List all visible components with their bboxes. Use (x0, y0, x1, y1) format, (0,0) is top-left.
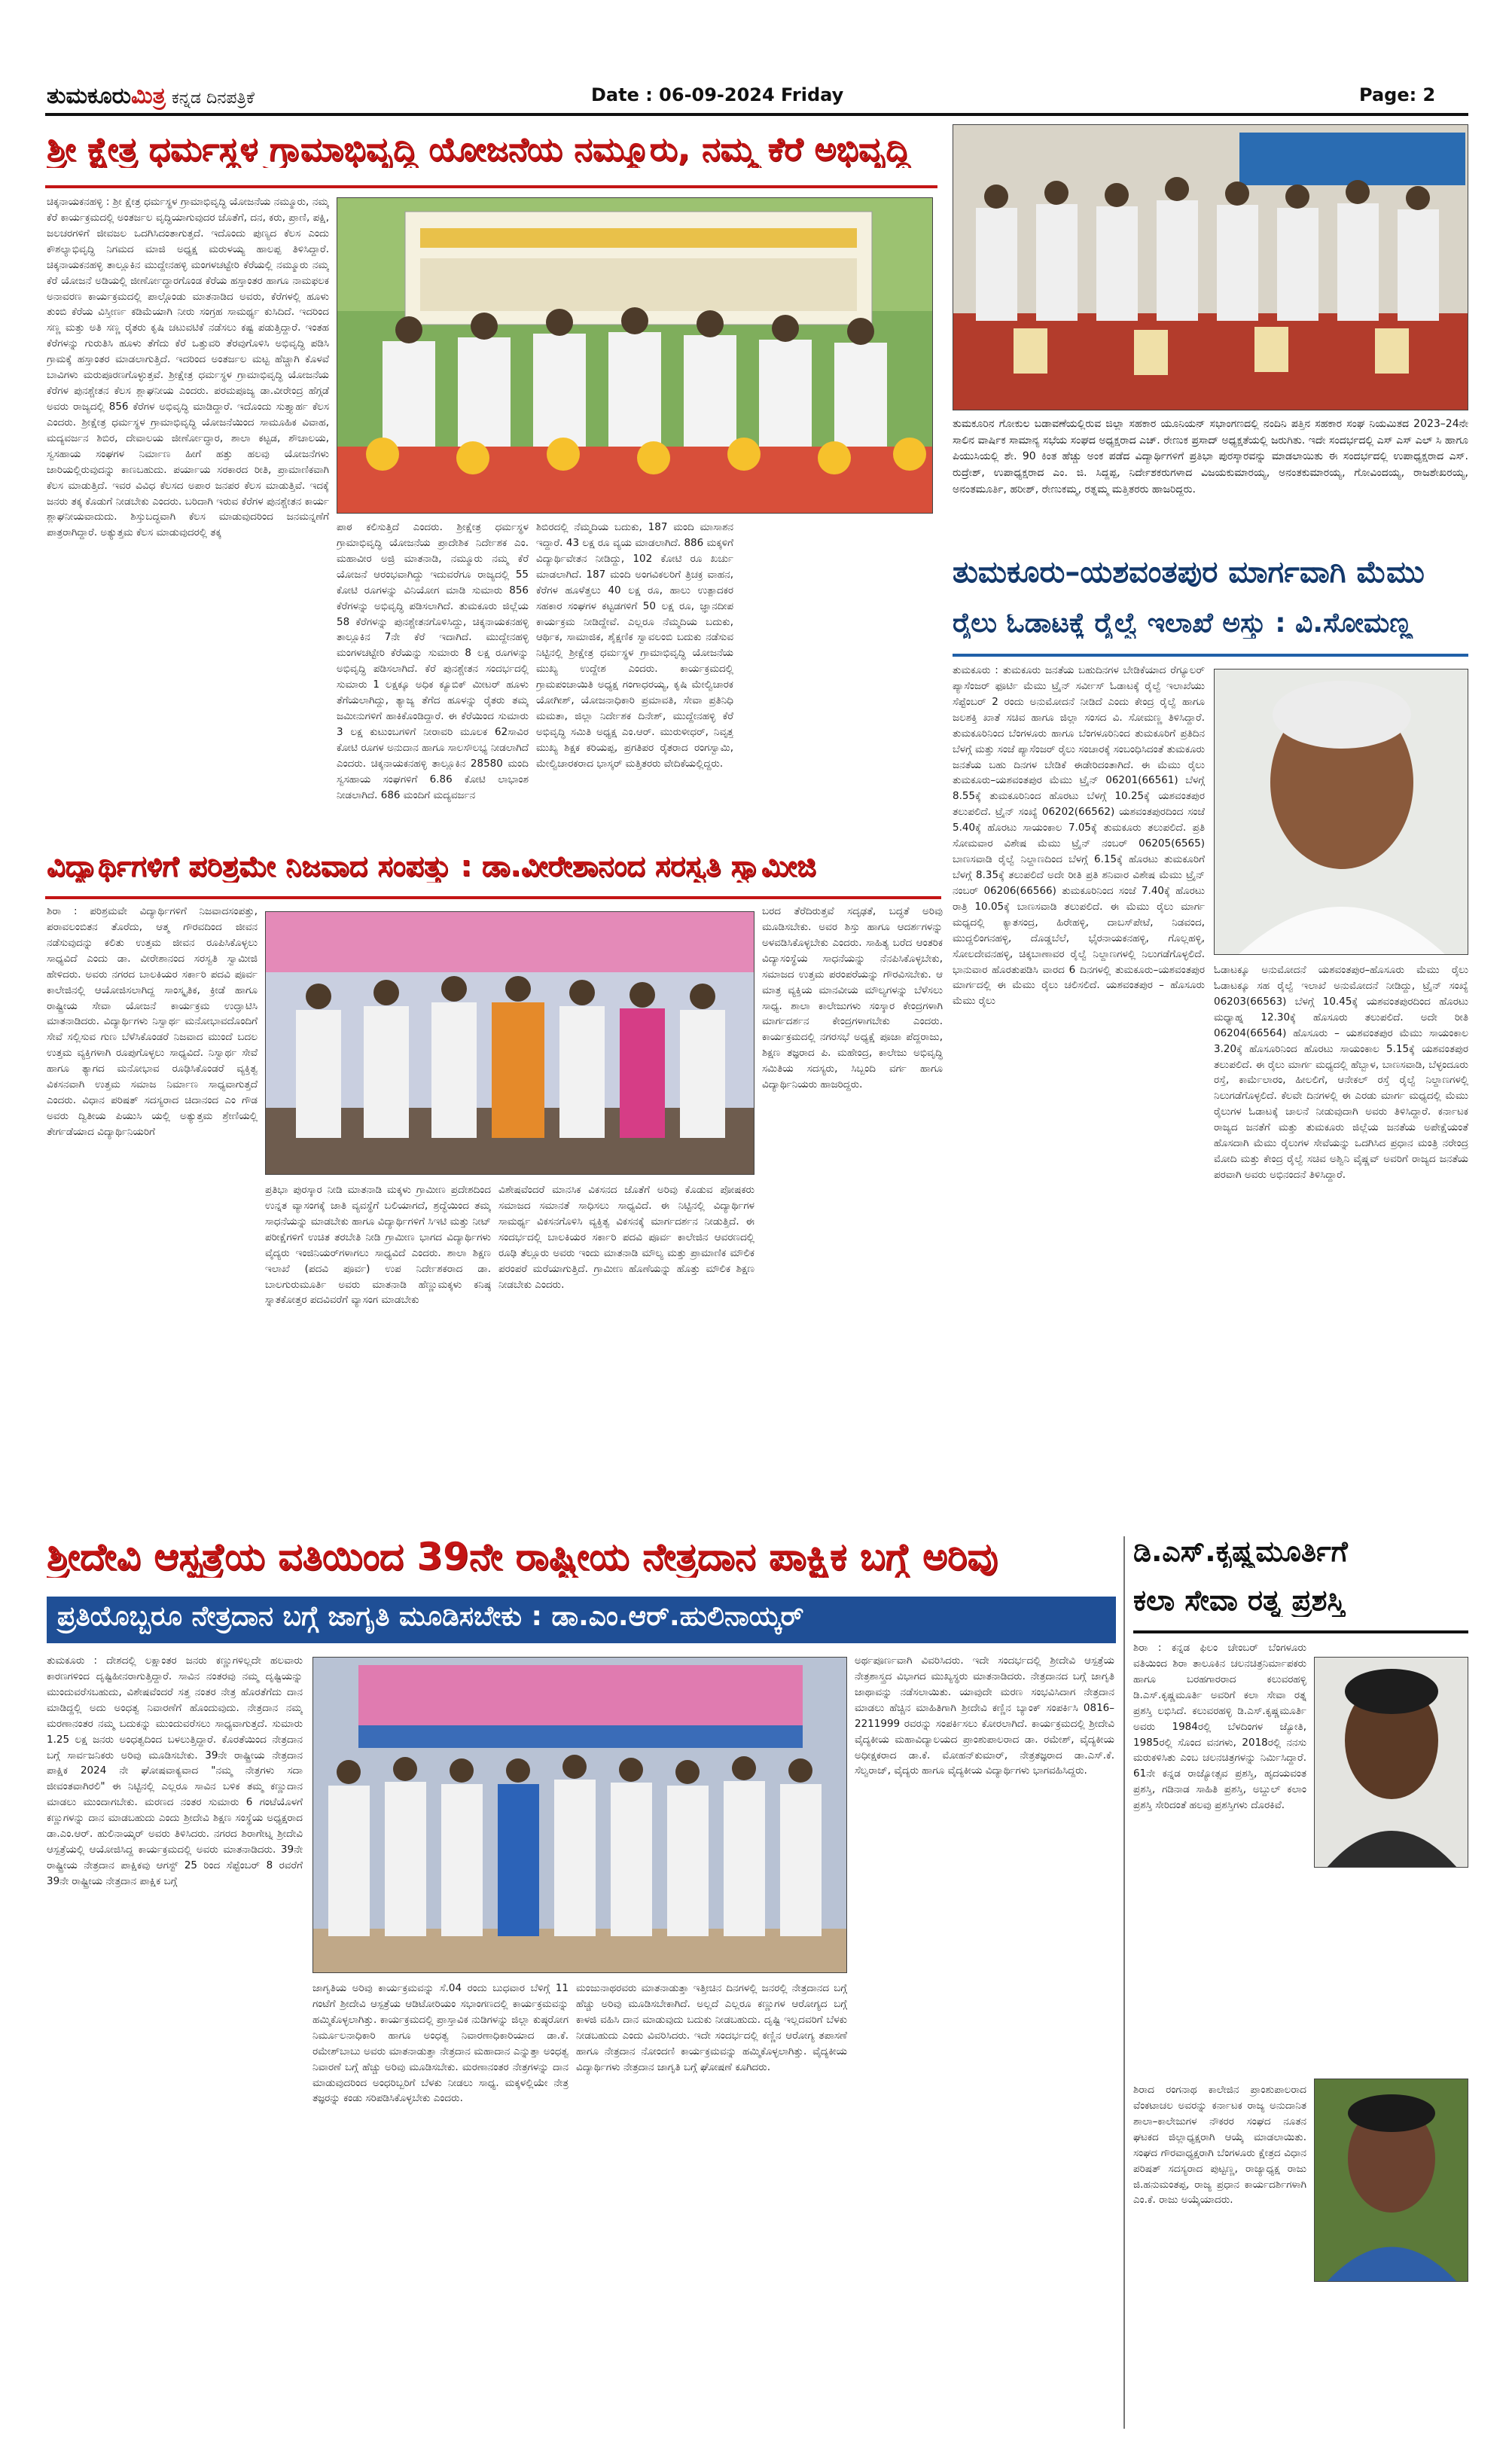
a3-underline (953, 654, 1468, 657)
masthead (47, 83, 255, 109)
a1-col2: ಪಾಠ ಕಲಿಸುತ್ತಿದೆ ಎಂದರು. ಶ್ರೀಕ್ಷೇತ್ರ ಧರ್ಮಸ್ಥಳ ಗ್ರಾಮಾಭಿವೃದ್ಧಿ ಯೋಜನೆಯ ಪ್ರಾದೇಶಿಕ ನಿರ್ದೇಶಕ ಎಂ. ಮಹಾವೀರ ಅಜ್ರಿ ಮಾತನಾಡಿ, ನಮ್ಮೂರು ನಮ್ಮ ಕೆರೆ ಯೋಜನೆ ಆರಂಭವಾಗಿದ್ದು ಇದುವರೆಗೂ ರಾಜ್ಯದಲ್ಲಿ 55 ಕೋಟಿ ರೂಗಳನ್ನು ವಿನಿಯೋಗ ಮಾಡಿ ಸುಮಾರು 856 ಕೆರೆಗಳನ್ನು ಅಭಿವೃದ್ಧಿ ಪಡಿಸಲಾಗಿದೆ. ತುಮಕೂರು ಜಿಲ್ಲೆಯ 58 ಕೆರೆಗಳನ್ನು ಪುನಶ್ಚೇತನಗೊಳಿಸಿದ್ದು, ಚಿಕ್ಕನಾಯಕನಹಳ್ಳಿ ತಾಲ್ಲೂಕಿನ 7ನೇ ಕೆರೆ ಇದಾಗಿದೆ. ಮುದ್ದೇನಹಳ್ಳಿ ಮಂಗಳಚಟ್ಟೇರಿ ಕೆರೆಯನ್ನು ಸುಮಾರು 8 ಲಕ್ಷ ರೂಗಳನ್ನು ಅಭಿವೃದ್ಧಿ ಪಡಿಸಲಾಗಿದೆ. ಕೆರೆ ಪುನಶ್ಚೇತನ ಸಂದರ್ಭದಲ್ಲಿ ಸುಮಾರು 1 ಲಕ್ಷಕ್ಕೂ ಅಧಿಕ ಕ್ಯೂಬಿಕ್ ಮೀಟರ್ ಹೂಳು ತೆಗೆಯಲಾಗಿದ್ದು, ತ್ಯಾಜ್ಯ ತೆಗೆದ ಹೂಳನ್ನು ರೈತರು ತಮ್ಮ ಜಮೀನುಗಳಿಗೆ ಹಾಕಿಕೊಂಡಿದ್ದಾರೆ. ಈ ಕೆರೆಯಿಂದ ಸುಮಾರು 3 ಲಕ್ಷ ಕುಟುಂಬಗಳಿಗೆ ನೀರಾವರಿ ಮೂಲಕ 62ಸಾವಿರ ಕೋಟಿ ರೂಗಳ ಅನುದಾನ ಹಾಗೂ ಸಾಲಸೌಲಭ್ಯ ನೀಡಲಾಗಿದೆ ಎಂದರು. ಚಿಕ್ಕನಾಯಕನಹಳ್ಳಿ ತಾಲ್ಲೂಕಿನ 28580 ಮಂದಿ ಸ್ವಸಹಾಯ ಸಂಘಗಳಿಗೆ 6.86 ಕೋಟಿ ಲಾಭಾಂಶ ನೀಡಲಾಗಿದೆ. 686 ಮಂದಿಗೆ ಮದ್ಯವರ್ಜನ (337, 521, 529, 801)
a5-col3: ಮಂಜುನಾಥರವರು ಮಾತನಾಡುತ್ತಾ ಇತ್ತೀಚಿನ ದಿನಗಳಲ್ಲಿ ಜನರಲ್ಲಿ ನೇತ್ರದಾನದ ಬಗ್ಗೆ ಹೆಚ್ಚು ಅರಿವು ಮೂಡಿಸಬೇಕಾಗಿದೆ. ಅಲ್ಲದೆ ಎಲ್ಲರೂ ಕಣ್ಣುಗಳ ಆರೋಗ್ಯದ ಬಗ್ಗೆ ಕಾಳಜಿ ವಹಿಸಿ ದಾನ ಮಾಡುವುದು ಬದುಕು ನೀಡಬಹುದು. ದೃಷ್ಟಿ ಇಲ್ಲದವರಿಗೆ ಬೆಳಕು ನೀಡಬಹುದು ಎಂದು ವಿವರಿಸಿದರು. ಇದೇ ಸಂದರ್ಭದಲ್ಲಿ ಕಣ್ಣಿನ ಆರೋಗ್ಯ ತಪಾಸಣೆ ಹಾಗೂ ನೇತ್ರದಾನ ನೋಂದಣಿ ಕಾರ್ಯಕ್ರಮವನ್ನು ಹಮ್ಮಿಕೊಳ್ಳಲಾಗಿತ್ತು. ವೈದ್ಯಕೀಯ ವಿದ್ಯಾರ್ಥಿಗಳು ನೇತ್ರದಾನ ಜಾಗೃತಿ ಬಗ್ಗೆ ಘೋಷಣೆ ಕೂಗಿದರು. (576, 1982, 847, 2073)
portrait-photo-icon (1315, 1658, 1468, 1868)
a6-col1: ಶಿರಾ : ಕನ್ನಡ ಫಿಲಂ ಚೇಂಬರ್ ಬೆಂಗಳೂರು ವತಿಯಿಂದ ಶಿರಾ ತಾಲೂಕಿನ ಚಲನಚಿತ್ರನಿರ್ಮಾಪಕರು ಹಾಗೂ ಬರಹಗಾರರಾದ ಕಲುವರಹಳ್ಳಿ ಡಿ.ಎಸ್.ಕೃಷ್ಣಮೂರ್ತಿ ಅವರಿಗೆ ಕಲಾ ಸೇವಾ ರತ್ನ ಪ್ರಶಸ್ತಿ ಲಭಿಸಿದೆ. ಕಲುವರಹಳ್ಳಿ ಡಿ.ಎಸ್.ಕೃಷ್ಣಮೂರ್ತಿ ಅವರು 1984ರಲ್ಲಿ ಬೆಳದಿಂಗಳ ಜ್ಯೋತಿ, 1985ರಲ್ಲಿ ಸೊಂದ ವನಗಳು, 2018ರಲ್ಲಿ ನನಸು ಮರುಕಳಿಸಿತು ಎಂಬ ಚಲನಚಿತ್ರಗಳನ್ನು ನಿರ್ಮಿಸಿದ್ದಾರೆ. 61ನೇ ಕನ್ನಡ ರಾಜ್ಯೋತ್ಸವ ಪ್ರಶಸ್ತಿ, ಹೃದಯವಂತ ಪ್ರಶಸ್ತಿ, ಗಡಿನಾಡ ಸಾಹಿತಿ ಪ್ರಶಸ್ತಿ, ಅಬ್ದುಲ್ ಕಲಾಂ ಪ್ರಶಸ್ತಿ ಸೇರಿದಂತೆ ಹಲವು ಪ್ರಶಸ್ತಿಗಳು ದೊರಕಿವೆ. (1133, 1642, 1306, 1812)
a3-headline-line1: ತುಮಕೂರು–ಯಶವಂತಪುರ ಮಾರ್ಗವಾಗಿ ಮೆಮು (953, 556, 1425, 589)
a4-col1: ಶಿರಾ : ಪರಿಶ್ರಮವೇ ವಿದ್ಯಾರ್ಥಿಗಳಿಗೆ ನಿಜವಾದಸಂಪತ್ತು, ಪರಾವಲಂಬಿತನ ತೊರೆದು, ಆತ್ಮ ಗೌರವದಿಂದ ಜೀವನ ನಡೆಸುವುದನ್ನು ಕಲಿತು ಉತ್ತಮ ಜೀವನ ರೂಪಿಸಿಕೊಳ್ಳಲು ಸಾಧ್ಯವಿದೆ ಎಂದು ಡಾ. ವೀರೇಶಾನಂದ ಸರಸ್ವತಿ ಸ್ವಾಮೀಜಿ ಹೇಳಿದರು. ಅವರು ನಗರದ ಬಾಲಕಿಯರ ಸರ್ಕಾರಿ ಪದವಿ ಪೂರ್ವ ಕಾಲೇಜಿನಲ್ಲಿ ಆಯೋಜಿಸಲಾಗಿದ್ದ ಸಾಂಸ್ಕೃತಿಕ, ಕ್ರೀಡೆ ಹಾಗೂ ರಾಷ್ಟ್ರೀಯ ಸೇವಾ ಯೋಜನೆ ಕಾರ್ಯಕ್ರಮ ಉದ್ಘಾಟಿಸಿ ಮಾತನಾಡಿದರು. ವಿದ್ಯಾರ್ಥಿಗಳು ನಿಸ್ವಾರ್ಥ ಮನೋಭಾವದೊಂದಿಗೆ ಸೇವೆ ಸಲ್ಲಿಸುವ ಗುಣ ಬೆಳೆಸಿಕೊಂಡರೆ ನಿಜವಾದ ಮುಂದೆ ಬದಲ ಉತ್ತಮ ವ್ಯಕ್ತಿಗಳಾಗಿ ರೂಪುಗೊಳ್ಳಲು ಸಾಧ್ಯವಿದೆ. ನಿಸ್ವಾರ್ಥ ಸೇವೆ ಹಾಗೂ ತ್ಯಾಗದ ಮನೋಭಾವ ರೂಢಿಸಿಕೊಂಡರೆ ವ್ಯಕ್ತಿತ್ವ ವಿಕಸನವಾಗಿ ಉತ್ತಮ ಸಮಾಜ ನಿರ್ಮಾಣ ಸಾಧ್ಯವಾಗುತ್ತದೆ ಎಂದರು. ವಿಧಾನ ಪರಿಷತ್ ಸದಸ್ಯರಾದ ಚಿದಾನಂದ ಎಂ ಗೌಡ ಅವರು ದ್ವಿತೀಯ ಪಿಯುಸಿ ಯಲ್ಲಿ ಅತ್ಯುತ್ತಮ ಶ್ರೇಣಿಯಲ್ಲಿ ತೇರ್ಗಡೆಯಾದ ವಿದ್ಯಾರ್ಥಿನಿಯರಿಗೆ (47, 905, 258, 1138)
a2-photo (953, 124, 1468, 410)
a1-photo (337, 197, 933, 514)
issue-date: Date : 06-09-2024 Friday (591, 84, 844, 105)
page-number: Page: 2 (1359, 84, 1436, 105)
a4-col2: ಪ್ರತಿಭಾ ಪುರಸ್ಕಾರ ನೀಡಿ ಮಾತನಾಡಿ ಮಕ್ಕಳು ಗ್ರಾಮೀಣ ಪ್ರದೇಶದಿಂದ ಉನ್ನತ ವ್ಯಾಸಂಗಕ್ಕೆ ಜಾತಿ ವ್ಯವಸ್ಥೆಗೆ ಬಲಿಯಾಗದೆ, ಶ್ರದ್ಧೆಯಿಂದ ತಮ್ಮ ಸಾಧನೆಯನ್ನು ಮಾಡಬೇಕು ಹಾಗೂ ವಿದ್ಯಾರ್ಥಿಗಳಿಗೆ ಸಿಇಟಿ ಮತ್ತು ನೀಟ್ ಪರೀಕ್ಷೆಗಳಿಗೆ ಉಚಿತ ತರಬೇತಿ ನೀಡಿ ಗ್ರಾಮೀಣ ಭಾಗದ ವಿದ್ಯಾರ್ಥಿಗಳು ವೈದ್ಯರು ಇಂಜಿನಿಯರ್‌ಗಳಾಗಲು ಸಾಧ್ಯವಿದೆ ಎಂದರು. ಶಾಲಾ ಶಿಕ್ಷಣ ಇಲಾಖೆ (ಪದವಿ ಪೂರ್ವ) ಉಪ ನಿರ್ದೇಶಕರಾದ ಡಾ. ಬಾಲಗುರುಮೂರ್ತಿ ಅವರು ಮಾತನಾಡಿ ಹೆಣ್ಣುಮಕ್ಕಳು ಕನಿಷ್ಠ ಸ್ನಾತಕೋತ್ತರ ಪದವಿವರೆಗೆ ವ್ಯಾಸಂಗ ಮಾಡಬೇಕು (265, 1184, 491, 1307)
brand-right: ಮಿತ್ರ (131, 83, 166, 109)
brand-left: ತುಮಕೂರು (47, 83, 132, 109)
a5-photo (312, 1657, 847, 1973)
a1-headline: ಶ್ರೀ ಕ್ಷೇತ್ರ ಧರ್ಮಸ್ಥಳ ಗ್ರಾಮಾಭಿವೃದ್ಧಿ ಯೋಜನೆಯ ನಮ್ಮೂರು, ನಮ್ಮ ಕೆರೆ ಅಭಿವೃದ್ಧಿ (47, 132, 910, 169)
a6-headline-line2: ಕಲಾ ಸೇವಾ ರತ್ನ ಪ್ರಶಸ್ತಿ (1133, 1585, 1345, 1617)
a5-col1: ತುಮಕೂರು : ದೇಶದಲ್ಲಿ ಲಕ್ಷಾಂತರ ಜನರು ಕಣ್ಣುಗಳಿಲ್ಲದೇ ಹಲವಾರು ಕಾರಣಗಳಿಂದ ದೃಷ್ಟಿಹೀನರಾಗುತ್ತಿದ್ದಾರೆ. ಸಾವಿನ ನಂತರವು ನಮ್ಮ ದೃಷ್ಟಿಯನ್ನು ಮುಂದುವರೆಸಬಹುದು, ವಿಶೇಷವೆಂದರೆ ಸತ್ತ ನಂತರ ನೇತ್ರ ಹೊರತೆಗೆದು ದಾನ ಮಾಡಿದ್ದಲ್ಲಿ ಅದು ಅಂಧತ್ವ ನಿವಾರಣೆಗೆ ಹೊಂದುವುದು. ನೇತ್ರದಾನ ನಮ್ಮ ಮರಣಾನಂತರ ನಮ್ಮ ಬದುಕನ್ನು ಮುಂದುವರೆಸಲು ಸಾಧ್ಯವಾಗುತ್ತದೆ. ಸುಮಾರು 1.25 ಲಕ್ಷ ಜನರು ಅಂಧತ್ವದಿಂದ ಬಳಲುತ್ತಿದ್ದಾರೆ. ಕೊರತೆಯಿಂದ ನೇತ್ರದಾನ ಬಗ್ಗೆ ಸಾರ್ವಜನಿಕರು ಅರಿವು ಮೂಡಿಸಬೇಕು. 39ನೇ ರಾಷ್ಟ್ರೀಯ ನೇತ್ರದಾನ ಪಾಕ್ಷಿಕ 2024 ನೇ ಘೋಷವಾಕ್ಯವಾದ "ನಮ್ಮ ನೇತ್ರಗಳು ಸದಾ ಜೀವಂತವಾಗಿರಲಿ" ಈ ನಿಟ್ಟಿನಲ್ಲಿ ಎಲ್ಲರೂ ಸಾವಿನ ಬಳಿಕ ತಮ್ಮ ಕಣ್ಣುದಾನ ಮಾಡಲು ಮುಂದಾಗಬೇಕು. ಮರಣದ ನಂತರ ಸುಮಾರು 6 ಗಂಟೆಯೊಳಗೆ ಕಣ್ಣುಗಳನ್ನು ದಾನ ಮಾಡಬಹುದು ಎಂದು ಶ್ರೀದೇವಿ ಶಿಕ್ಷಣ ಸಂಸ್ಥೆಯ ಅಧ್ಯಕ್ಷರಾದ ಡಾ.ಎಂ.ಆರ್. ಹುಲಿನಾಯ್ಕರ್ ಅವರು ತಿಳಿಸಿದರು. ನಗರದ ಶಿರಾಗೇಟ್ನ ಶ್ರೀದೇವಿ ಆಸ್ಪತ್ರೆಯಲ್ಲಿ ಆಯೋಜಿಸಿದ್ದ ಕಾರ್ಯಕ್ರಮದಲ್ಲಿ ಅವರು ಮಾತನಾಡಿದರು. 39ನೇ ರಾಷ್ಟ್ರೀಯ ನೇತ್ರದಾನ ಪಾಕ್ಷಿಕವು ಆಗಸ್ಟ್ 25 ರಿಂದ ಸೆಪ್ಟೆಂಬರ್ 8 ರವರೆಗೆ 39ನೇ ರಾಷ್ಟ್ರೀಯ ನೇತ್ರದಾನ ಪಾಕ್ಷಿಕ ಬಗ್ಗೆ (47, 1655, 303, 1887)
a3-headline-line2: ರೈಲು ಓಡಾಟಕ್ಕೆ ರೈಲ್ವೆ ಇಲಾಖೆ ಅಸ್ತು : ವಿ.ಸೋಮಣ್ಣ (953, 608, 1413, 639)
a6-col2: ಶಿರಾದ ರಂಗನಾಥ ಕಾಲೇಜಿನ ಪ್ರಾಂಶುಪಾಲರಾದ ವೆಂಕಟಾಚಲ ಅವರನ್ನು ಕರ್ನಾಟಕ ರಾಜ್ಯ ಅನುದಾನಿತ ಶಾಲಾ–ಕಾಲೇಜುಗಳ ನೌಕರರ ಸಂಘದ ನೂತನ ಘಟಕದ ಜಿಲ್ಲಾಧ್ಯಕ್ಷರಾಗಿ ಆಯ್ಕೆ ಮಾಡಲಾಯಿತು. ಸಂಘದ ಗೌರವಾಧ್ಯಕ್ಷರಾಗಿ ಬೆಂಗಳೂರು ಕ್ಷೇತ್ರದ ವಿಧಾನ ಪರಿಷತ್ ಸದಸ್ಯರಾದ ಪುಟ್ಟಣ್ಣ, ರಾಜ್ಯಾಧ್ಯಕ್ಷ ರಾಜು ಜಿ.ಹನುಮಂತಪ್ಪ, ರಾಜ್ಯ ಪ್ರಧಾನ ಕಾರ್ಯದರ್ಶಿಗಳಾಗಿ ಎಂ.ಕೆ. ರಾಜು ಅಯ್ಕೆಯಾದರು. (1133, 2084, 1306, 2207)
a5-col2: ಜಾಗೃತಿಯ ಅರಿವು ಕಾರ್ಯಕ್ರಮವನ್ನು ಸೆ.04 ರಂದು ಬುಧವಾರ ಬೆಳಿಗ್ಗೆ 11 ಗಂಟೆಗೆ ಶ್ರೀದೇವಿ ಆಸ್ಪತ್ರೆಯ ಆಡಿಟೋರಿಯಂ ಸಭಾಂಗಣದಲ್ಲಿ ಕಾರ್ಯಕ್ರಮವನ್ನು ಹಮ್ಮಿಕೊಳ್ಳಲಾಗಿತ್ತು. ಕಾರ್ಯಕ್ರಮದಲ್ಲಿ ಪ್ರಾಸ್ತಾವಿಕ ನುಡಿಗಳನ್ನು ಜಿಲ್ಲಾ ಕುಷ್ಠರೋಗ ನಿರ್ಮೂಲನಾಧಿಕಾರಿ ಹಾಗೂ ಅಂಧತ್ವ ನಿವಾರಣಾಧಿಕಾರಿಯಾದ ಡಾ.ಕೆ. ರಮೇಶ್‌ಬಾಬು ಅವರು ಮಾತನಾಡುತ್ತಾ ನೇತ್ರದಾನ ಮಹಾದಾನ ಎನ್ನುತ್ತಾ ಅಂಧತ್ವ ನಿವಾರಣೆ ಬಗ್ಗೆ ಹೆಚ್ಚು ಅರಿವು ಮೂಡಿಸಬೇಕು. ಮರಣಾನಂತರ ನೇತ್ರಗಳನ್ನು ದಾನ ಮಾಡುವುದರಿಂದ ಅಂಧರಿಬ್ಬರಿಗೆ ಬೆಳಕು ನೀಡಲು ಸಾಧ್ಯ. ಮಕ್ಕಳಲ್ಲಿಯೇ ನೇತ್ರ ತಜ್ಞರನ್ನು ಕಂಡು ಸರಿಪಡಿಸಿಕೊಳ್ಳಬೇಕು ಎಂದರು. (312, 1982, 569, 2105)
a3-col2: ಓಡಾಟಕ್ಕೂ ಅನುಮೋದನೆ ಯಶವಂತಪುರ–ಹೊಸೂರು ಮೆಮು ರೈಲು ಓಡಾಟಕ್ಕೂ ಸಹ ರೈಲ್ವೆ ಇಲಾಖೆ ಅನುಮೋದನೆ ನೀಡಿದ್ದು, ಟ್ರೈನ್ ಸಂಖ್ಯೆ 06203(66563) ಬೆಳಗ್ಗೆ 10.45ಕ್ಕೆ ಯಶವಂತಪುರದಿಂದ ಹೊರಟು ಮಧ್ಯಾಹ್ನ 12.30ಕ್ಕೆ ಹೊಸೂರು ತಲುಪಲಿದೆ. ಅದೇ ರೀತಿ 06204(66564) ಹೊಸೂರು – ಯಶವಂತಪುರ ಮೆಮು ಸಾಯಂಕಾಲ 3.20ಕ್ಕೆ ಹೊಸೂರಿನಿಂದ ಹೊರಟು ಸಾಯಂಕಾಲ 5.15ಕ್ಕೆ ಯಶವಂತಪುರ ತಲುಪಲಿದೆ. ಈ ರೈಲು ಮಾರ್ಗ ಮಧ್ಯದಲ್ಲಿ ಹೆಬ್ಬಾಳ, ಬಾಣಸವಾಡಿ, ಬೆಳ್ಳಂದೂರು ರಸ್ತೆ, ಕಾರ್ಮೆಲಾರಂ, ಹೀಲಲಿಗೆ, ಆನೇಕಲ್ ರಸ್ತೆ ರೈಲ್ವೆ ನಿಲ್ದಾಣಗಳಲ್ಲಿ ನಿಲುಗಡೆಗೊಳ್ಳಲಿದೆ. ಕೆಲವೇ ದಿನಗಳಲ್ಲಿ ಈ ಎರಡು ಮಾರ್ಗ ಮಧ್ಯದಲ್ಲಿ ಮೆಮು ರೈಲುಗಳ ಓಡಾಟಕ್ಕೆ ಚಾಲನೆ ನೀಡುವುದಾಗಿ ಅವರು ತಿಳಿಸಿದ್ದಾರೆ. ಕರ್ನಾಟಕ ರಾಜ್ಯದ ಜನತೆಗೆ ಮತ್ತು ತುಮಕೂರು ಜಿಲ್ಲೆಯ ಜನತೆಯ ಅಪೇಕ್ಷೆಯಂತೆ ಹೊಸದಾಗಿ ಮೆಮು ರೈಲುಗಳ ಸೇವೆಯನ್ನು ಒದಗಿಸಿದ ಪ್ರಧಾನ ಮಂತ್ರಿ ನರೇಂದ್ರ ಮೋದಿ ಮತ್ತು ಕೇಂದ್ರ ರೈಲ್ವೆ ಸಚಿವ ಅಶ್ವಿನಿ ವೈಷ್ಣವ್ ಅವರಿಗೆ ರಾಜ್ಯದ ಜನತೆಯ ಪರವಾಗಿ ಅವರು ಅಭಿನಂದನೆ ತಿಳಿಸಿದ್ದಾರೆ. (1214, 964, 1468, 1181)
portrait-photo-icon (1315, 2079, 1468, 2282)
a2-caption: ತುಮಕೂರಿನ ಗೋಕುಲ ಬಡಾವಣೆಯಲ್ಲಿರುವ ಜಿಲ್ಲಾ ಸಹಕಾರ ಯೂನಿಯನ್ ಸಭಾಂಗಣದಲ್ಲಿ ನಂದಿನಿ ಪತ್ತಿನ ಸಹಕಾರ ಸಂಘ ನಿಯಮಿತದ 2023–24ನೇ ಸಾಲಿನ ವಾರ್ಷಿಕ ಸಾಮಾನ್ಯ ಸಭೆಯ ಸಂಘದ ಅಧ್ಯಕ್ಷರಾದ ಎಚ್. ರೇಣುಕ ಪ್ರಸಾದ್ ಅಧ್ಯಕ್ಷತೆಯಲ್ಲಿ ಜರುಗಿತು. ಇದೇ ಸಂದರ್ಭದಲ್ಲಿ ಎಸ್ ಎಸ್ ಎಲ್ ಸಿ ಹಾಗೂ ಪಿಯುಸಿಯಲ್ಲಿ ಶೇ. 90 ಕಿಂತ ಹೆಚ್ಚು ಅಂಕ ಪಡೆದ ವಿದ್ಯಾರ್ಥಿಗಳಿಗೆ ಪ್ರತಿಭಾ ಪುರಸ್ಕಾರವನ್ನು ಮಾಡಲಾಯಿತು ಈ ಸಂದರ್ಭದಲ್ಲಿ ಉಪಾಧ್ಯಕ್ಷರಾದ ಎಸ್. ರುದ್ರೇಶ್, ಉಪಾಧ್ಯಕ್ಷರಾದ ಎಂ. ಜಿ. ಸಿದ್ದಪ್ಪ, ನಿರ್ದೇಶಕರುಗಳಾದ ವಿಜಯಕುಮಾರಯ್ಯ, ಅನಂತಕುಮಾರಯ್ಯ, ಗೋವಿಂದಯ್ಯ, ರಾಜಶೇಖರಯ್ಯ, ಅನಂತಮೂರ್ತಿ, ಹರೀಶ್, ರೇಣುಕಮ್ಮ, ರತ್ನಮ್ಮ ಮತ್ತಿತರರು ಹಾಜರಿದ್ದರು. (953, 418, 1468, 496)
group-photo-icon (953, 125, 1468, 410)
a4-underline (45, 896, 941, 899)
a1-underline (45, 185, 937, 188)
portrait-photo-icon (1215, 669, 1468, 955)
group-photo-icon (266, 912, 754, 1175)
a4-photo (265, 911, 754, 1175)
a5-subhead: ಪ್ರತಿಯೊಬ್ಬರೂ ನೇತ್ರದಾನ ಬಗ್ಗೆ ಜಾಗೃತಿ ಮೂಡಿಸಬೇಕು : ಡಾ.ಎಂ.ಆರ್.ಹುಲಿನಾಯ್ಕರ್ (47, 1597, 1116, 1643)
a6-underline (1133, 1630, 1468, 1633)
a1-col3: ಶಿಬಿರದಲ್ಲಿ ನೆಮ್ಮದಿಯ ಬದುಕು, 187 ಮಂದಿ ಮಾಸಾಶನ ಇದ್ದಾರೆ. 43 ಲಕ್ಷ ರೂ ವ್ಯಯ ಮಾಡಲಾಗಿದೆ. 886 ಮಕ್ಕಳಿಗೆ ವಿದ್ಯಾರ್ಥಿವೇತನ ನೀಡಿದ್ದು, 102 ಕೋಟಿ ರೂ ಖರ್ಚು ಮಾಡಲಾಗಿದೆ. 187 ಮಂದಿ ಅಂಗವಿಕಲರಿಗೆ ತ್ರಿಚಕ್ರ ವಾಹನ, ಕೆರೆಗಳ ಹೂಳೆತ್ತಲು 40 ಲಕ್ಷ ರೂ, ಹಾಲು ಉತ್ಪಾದಕರ ಸಹಕಾರ ಸಂಘಗಳ ಕಟ್ಟಡಗಳಿಗೆ 50 ಲಕ್ಷ ರೂ, ಜ್ಞಾನದೀಪ ಕಾರ್ಯಕ್ರಮ ನೀಡಿದ್ದೇವೆ. ಎಲ್ಲರೂ ನೆಮ್ಮದಿಯ ಬದುಕು, ಆರ್ಥಿಕ, ಸಾಮಾಜಿಕ, ಶೈಕ್ಷಣಿಕ ಸ್ವಾವಲಂಬಿ ಬದುಕು ನಡೆಸುವ ನಿಟ್ಟಿನಲ್ಲಿ ಶ್ರೀಕ್ಷೇತ್ರ ಧರ್ಮಸ್ಥಳ ಗ್ರಾಮಾಭಿವೃದ್ಧಿ ಯೋಜನೆಯ ಮುಖ್ಯ ಉದ್ದೇಶ ಎಂದರು. ಕಾರ್ಯಕ್ರಮದಲ್ಲಿ ಗ್ರಾಮಪಂಚಾಯಿತಿ ಅಧ್ಯಕ್ಷ ಗಂಗಾಧರಯ್ಯ, ಕೃಷಿ ಮೇಲ್ವಿಚಾರಕ ಯೋಗೀಶ್, ಯೋಜನಾಧಿಕಾರಿ ಪ್ರಮಾವತಿ, ಸೇವಾ ಪ್ರತಿನಿಧಿ ಮಮತಾ, ಜಿಲ್ಲಾ ನಿರ್ದೇಶಕ ದಿನೇಶ್, ಮುದ್ದೇನಹಳ್ಳಿ ಕೆರೆ ಅಭಿವೃದ್ಧಿ ಸಮಿತಿ ಅಧ್ಯಕ್ಷ ಎಂ.ಆರ್. ಮುರುಳೀಧರ್, ನಿವೃತ್ತ ಮುಖ್ಯ ಶಿಕ್ಷಕ ಕರಿಯಪ್ಪ, ಪ್ರಗತಿಪರ ರೈತರಾದ ರಂಗಸ್ವಾಮಿ, ಮೇಲ್ವಿಚಾರಕರಾದ ಭಾಸ್ಕರ್ ಮತ್ತಿತರರು ವೇದಿಕೆಯಲ್ಲಿದ್ದರು. (536, 521, 733, 770)
header-rule (45, 113, 1468, 116)
a6-headline-line1: ಡಿ.ಎಸ್.ಕೃಷ್ಣಮೂರ್ತಿಗೆ (1133, 1536, 1348, 1568)
tagline: ಕನ್ನಡ ದಿನಪತ್ರಿಕೆ (171, 89, 255, 108)
a5-col4: ಅರ್ಥಪೂರ್ಣವಾಗಿ ವಿವರಿಸಿದರು. ಇದೇ ಸಂದರ್ಭದಲ್ಲಿ ಶ್ರೀದೇವಿ ಆಸ್ಪತ್ರೆಯ ನೇತ್ರಶಾಸ್ತ್ರದ ವಿಭಾಗದ ಮುಖ್ಯಸ್ಥರು ಮಾತನಾಡಿದರು. ನೇತ್ರದಾನದ ಬಗ್ಗೆ ಜಾಗೃತಿ ಜಾಥಾವನ್ನು ನಡೆಸಲಾಯಿತು. ಯಾವುದೇ ಮರಣ ಸಂಭವಿಸಿದಾಗ ನೇತ್ರದಾನ ಮಾಡಲು ಹೆಚ್ಚಿನ ಮಾಹಿತಿಗಾಗಿ ಶ್ರೀದೇವಿ ಕಣ್ಣಿನ ಬ್ಯಾಂಕ್ ಸಂಪರ್ಕಿಸಿ 0816–2211999 ರವರನ್ನು ಸಂಪರ್ಕಿಸಲು ಕೋರಲಾಗಿದೆ. ಕಾರ್ಯಕ್ರಮದಲ್ಲಿ ಶ್ರೀದೇವಿ ವೈದ್ಯಕೀಯ ಮಹಾವಿದ್ಯಾಲಯದ ಪ್ರಾಂಶುಪಾಲರಾದ ಡಾ. ರಮೇಶ್, ವೈದ್ಯಕೀಯ ಅಧೀಕ್ಷಕರಾದ ಡಾ.ಕೆ. ಮೋಹನ್‌ಕುಮಾರ್, ನೇತ್ರತಜ್ಞರಾದ ಡಾ.ಎಸ್.ಕೆ. ಸೆಲ್ವರಾಜ್, ವೈದ್ಯರು ಹಾಗೂ ವೈದ್ಯಕೀಯ ವಿದ್ಯಾರ್ಥಿಗಳು ಭಾಗವಹಿಸಿದ್ದರು. (855, 1655, 1114, 1777)
group-photo-icon (337, 198, 933, 514)
a4-headline: ವಿದ್ಯಾರ್ಥಿಗಳಿಗೆ ಪರಿಶ್ರಮೇ ನಿಜವಾದ ಸಂಪತ್ತು : ಡಾ.ವೀರೇಶಾನಂದ ಸರಸ್ವತಿ ಸ್ವಾಮೀಜಿ (47, 851, 816, 883)
a1-col1: ಚಿಕ್ಕನಾಯಕನಹಳ್ಳಿ : ಶ್ರೀ ಕ್ಷೇತ್ರ ಧರ್ಮಸ್ಥಳ ಗ್ರಾಮಾಭಿವೃದ್ಧಿ ಯೋಜನೆಯ ನಮ್ಮೂರು, ನಮ್ಮ ಕೆರೆ ಕಾರ್ಯಕ್ರಮದಲ್ಲಿ ಅಂತರ್ಜಲ ವೃದ್ಧಿಯಾಗುವುದರ ಜೊತೆಗೆ, ದನ, ಕರು, ಪ್ರಾಣಿ, ಪಕ್ಷಿ, ಜಲಚರಗಳಿಗೆ ಜೀವಜಲ ಒದಗಿಸಿದಂತಾಗುತ್ತದೆ. ಇದೊಂದು ಪುಣ್ಯದ ಕೆಲಸ ಎಂದು ಕೌಶಲ್ಯಾಭಿವೃದ್ಧಿ ನಿಗಮದ ಮಾಜಿ ಅಧ್ಯಕ್ಷ ಮರುಳಯ್ಯ ಹಾಲಪ್ಪ ತಿಳಿಸಿದ್ದಾರೆ. ಚಿಕ್ಕನಾಯಕನಹಳ್ಳಿ ತಾಲ್ಲೂಕಿನ ಮುದ್ದೇನಹಳ್ಳಿ ಮಂಗಳಚಟ್ಟೇರಿ ಕೆರೆಯಲ್ಲಿ ನಮ್ಮೂರು ನಮ್ಮ ಕೆರೆ ಯೋಜನೆ ಅಡಿಯಲ್ಲಿ ಜೀರ್ಣೋದ್ಧಾರಗೊಂಡ ಕೆರೆಯ ಹಸ್ತಾಂತರ ಹಾಗೂ ನಾಮಫಲಕ ಅನಾವರಣ ಕಾರ್ಯಕ್ರಮದಲ್ಲಿ ಪಾಲ್ಗೊಂಡು ಮಾತನಾಡಿದ ಅವರು, ಕೆರೆಗಳಲ್ಲಿ ಹೂಳು ತುಂಬಿ ಕೆರೆಯ ವಿಸ್ತೀರ್ಣ ಕಡಿಮೆಯಾಗಿ ನೀರು ಸಂಗ್ರಹ ಸಾಮರ್ಥ್ಯ ಕುಸಿದಿದೆ. ಇದರಿಂದ ಸಣ್ಣ ಮತ್ತು ಅತಿ ಸಣ್ಣ ರೈತರು ಕೃಷಿ ಚಟುವಟಿಕೆ ನಡೆಸಲು ಕಷ್ಟ ಪಡುತ್ತಿದ್ದಾರೆ. ಇಂತಹ ಕೆರೆಗಳನ್ನು ಗುರುತಿಸಿ ಹೂಳು ತೆಗೆದು ಕೆರೆ ಒತ್ತುವರಿ ತೆರವುಗೊಳಿಸಿ ಅಭಿವೃದ್ಧಿ ಪಡಿಸಿ ಗ್ರಾಮಕ್ಕೆ ಹಸ್ತಾಂತರ ಮಾಡಲಾಗುತ್ತಿದೆ. ಇದರಿಂದ ಅಂತರ್ಜಲ ಮಟ್ಟ ಹೆಚ್ಚಾಗಿ ಕೊಳವೆ ಬಾವಿಗಳು ಮರುಪೂರಣಗೊಳ್ಳುತ್ತವೆ. ಶ್ರೀಕ್ಷೇತ್ರ ಧರ್ಮಸ್ಥಳ ಗ್ರಾಮಾಭಿವೃದ್ಧಿ ಯೋಜನೆಯ ಕೆರೆಗಳ ಪುನಶ್ಚೇತನ ಕೆಲಸ ಶ್ಲಾಘನೀಯ ಎಂದರು. ಪರಮಪೂಜ್ಯ ಡಾ.ವೀರೇಂದ್ರ ಹೆಗ್ಗಡೆ ಅವರು ರಾಜ್ಯದಲ್ಲಿ 856 ಕೆರೆಗಳ ಅಭಿವೃದ್ಧಿ ಮಾಡಿದ್ದಾರೆ. ಇದೊಂದು ಸುತ್ತ್ಯಾರ್ಹ ಕೆಲಸ ಎಂದರು. ಶ್ರೀಕ್ಷೇತ್ರ ಧರ್ಮಸ್ಥಳ ಗ್ರಾಮಾಭಿವೃದ್ಧಿ ಯೋಜನೆಯಿಂದ ಸಾಮೂಹಿಕ ವಿವಾಹ, ಮದ್ಯವರ್ಜನ ಶಿಬಿರ, ದೇವಾಲಯ ಜೀರ್ಣೋದ್ಧಾರ, ಶಾಲಾ ಕಟ್ಟಡ, ಶೌಚಾಲಯ, ಸ್ವಸಹಾಯ ಸಂಘಗಳ ನಿರ್ಮಾಣ ಹೀಗೆ ಹತ್ತು ಹಲವು ಯೋಜನೆಗಳು ಜಾರಿಯಲ್ಲಿರುವುದನ್ನು ಕಾಣಬಹುದು. ಪರ್ಯಾಯ ಸರಕಾರದ ರೀತಿ, ಪ್ರಾಮಾಣಿಕವಾಗಿ ಕೆಲಸ ಮಾಡುತ್ತಿದೆ. ಇವರ ವಿವಿಧ ಕೆಲಸದ ಅಪಾರ ಜನಪರ ಕೆಲಸ ಮಾಡುತ್ತಿವೆ. ಇದಕ್ಕೆ ಜನರು ತಕ್ಕ ಕೊಡುಗೆ ನೀಡಬೇಕು ಎಂದರು. ಬರಿದಾಗಿ ಇರುವ ಕೆರೆಗಳ ಪುನಶ್ಚೇತನ ಕಾರ್ಯ ಶ್ಲಾಘನೀಯವಾದುದು. ಶಿಸ್ತುಬದ್ಧವಾಗಿ ಕೆಲಸ ಮಾಡುವುದರಿಂದ ಜನಮನ್ನಣೆಗೆ ಪಾತ್ರರಾಗಿದ್ದಾರೆ. ಅತ್ಯುತ್ತಮ ಕೆಲಸ ಮಾಡುವುದರಲ್ಲಿ ತಕ್ಕ (47, 196, 329, 539)
a3-col1: ತುಮಕೂರು : ತುಮಕೂರು ಜನತೆಯ ಬಹುದಿನಗಳ ಬೇಡಿಕೆಯಾದ ರೆಗ್ಯೂಲರ್ ಪ್ಯಾಸೆಂಜರ್ ಫೂರ್ಟಿ ಮೆಮು ಟ್ರೈನ್ ಸರ್ವೀಸ್ ಓಡಾಟಕ್ಕೆ ರೈಲ್ವೆ ಇಲಾಖೆಯು ಸೆಪ್ಟೆಂಬರ್ 2 ರಂದು ಅನುಮೋದನೆ ನೀಡಿದೆ ಎಂದು ಕೇಂದ್ರ ರೈಲ್ವೆ ಹಾಗೂ ಜಲಶಕ್ತಿ ಖಾತೆ ಸಚಿವ ಹಾಗೂ ಜಿಲ್ಲಾ ಸಂಸದ ವಿ. ಸೋಮಣ್ಣ ತಿಳಿಸಿದ್ದಾರೆ. ತುಮಕೂರಿನಿಂದ ಬೆಂಗಳೂರು ಹಾಗೂ ಬೆಂಗಳೂರಿನಿಂದ ತುಮಕೂರಿಗೆ ಪ್ರತಿದಿನ ಬೆಳಗ್ಗೆ ಮತ್ತು ಸಂಜೆ ಪ್ಯಾಸೆಂಜರ್ ರೈಲು ಸಂಚಾರಕ್ಕೆ ಸಂಬಂಧಿಸಿದಂತೆ ತುಮಕೂರು ಜನತೆಯ ಬಹು ದಿನಗಳ ಬೇಡಿಕೆ ಈಡೇರಿದಂತಾಗಿದೆ. ಈ ಮೆಮು ರೈಲು ತುಮಕೂರು–ಯಶವಂತಪುರ ಮೆಮು ಟ್ರೈನ್ 06201(66561) ಬೆಳಗ್ಗೆ 8.55ಕ್ಕೆ ತುಮಕೂರಿನಿಂದ ಹೊರಟು ಬೆಳಗ್ಗೆ 10.25ಕ್ಕೆ ಯಶವಂತಪುರ ತಲುಪಲಿದೆ. ಟ್ರೈನ್ ಸಂಖ್ಯೆ 06202(66562) ಯಶವಂತಪುರದಿಂದ ಸಂಜೆ 5.40ಕ್ಕೆ ಹೊರಟು ಸಾಯಂಕಾಲ 7.05ಕ್ಕೆ ತುಮಕೂರು ತಲುಪಲಿದೆ. ಪ್ರತಿ ಸೋಮವಾರ ವಿಶೇಷ ಮೆಮು ಟ್ರೈನ್ ನಂಬರ್ 06205(6565) ಬಾಣಸವಾಡಿ ರೈಲ್ವೆ ನಿಲ್ದಾಣದಿಂದ ಬೆಳಗ್ಗೆ 6.15ಕ್ಕೆ ಹೊರಟು ತುಮಕೂರಿಗೆ ಬೆಳಗ್ಗೆ 8.35ಕ್ಕೆ ತಲುಪಲಿದೆ ಅದೇ ರೀತಿ ಪ್ರತಿ ಶನಿವಾರ ವಿಶೇಷ ಮೆಮು ಟ್ರೈನ್ ನಂಬರ್ 06206(66566) ತುಮಕೂರಿನಿಂದ ಸಂಜೆ 7.40ಕ್ಕೆ ಹೊರಟು ರಾತ್ರಿ 10.05ಕ್ಕೆ ಬಾಣಸವಾಡಿ ತಲುಪಲಿದೆ. ಈ ಮೆಮು ರೈಲು ಮಾರ್ಗ ಮಧ್ಯದಲ್ಲಿ ಕ್ಯಾತಸಂದ್ರ, ಹಿರೇಹಳ್ಳಿ, ದಾಬಸ್‌ಪೇಟೆ, ನಿಡವಂದ, ಮುದ್ದಲಿಂಗನಹಳ್ಳಿ, ದೊಡ್ಡಬೆಲೆ, ಭೈರನಾಯಕನಹಳ್ಳಿ, ಗೊಲ್ಲಹಳ್ಳಿ, ಸೋಲದೇವನಹಳ್ಳಿ, ಚಿಕ್ಕಬಾಣಾವರ ರೈಲ್ವೆ ನಿಲ್ದಾಣಗಳಲ್ಲಿ ನಿಲುಗಡೆಗೊಳ್ಳಲಿದೆ. ಭಾನುವಾರ ಹೊರತುಪಡಿಸಿ ವಾರದ 6 ದಿನಗಳಲ್ಲಿ ತುಮಕೂರು–ಯಶವಂತಪುರ ಮಾರ್ಗದಲ್ಲಿ ಈ ಮೆಮು ರೈಲು ಚಲಿಸಲಿದೆ. ಯಶವಂತಪುರ – ಹೊಸೂರು ಮೆಮು ರೈಲು (953, 664, 1205, 1008)
column-divider (1123, 1536, 1125, 2429)
a6-portrait-2 (1314, 2079, 1468, 2282)
group-photo-icon (313, 1658, 847, 1973)
a3-portrait (1214, 669, 1468, 955)
a4-col3: ವಿಶೇಷವೆಂದರೆ ಮಾನಸಿಕ ವಿಕಸನದ ಜೊತೆಗೆ ಅರಿವು ಕೊಡುವ ಪೋಷಕರು ಸಮಾಜದ ಸಮಾನತೆ ಸಾಧಿಸಲು ಸಾಧ್ಯವಿದೆ. ಈ ನಿಟ್ಟಿನಲ್ಲಿ ವಿದ್ಯಾರ್ಥಿಗಳ ಸಾಮರ್ಥ್ಯ ವಿಕಸನಗೊಳಿಸಿ ವ್ಯಕ್ತಿತ್ವ ವಿಕಸನಕ್ಕೆ ಮಾರ್ಗದರ್ಶನ ನೀಡುತ್ತಿದೆ. ಈ ಸಂದರ್ಭದಲ್ಲಿ ಬಾಲಕಿಯರ ಸರ್ಕಾರಿ ಪದವಿ ಪೂರ್ವ ಕಾಲೇಜಿನ ಆವರಣದಲ್ಲಿ ರೂಢಿ ತೆಲ್ಲೂರು ಅವರು ಇಂದು ಮಾತನಾಡಿ ಮೌಲ್ಯ ಮತ್ತು ಪ್ರಾಮಾಣಿಕ ಮೌಲಿಕ ಪರಂಪರೆ ಮರೆಯಾಗುತ್ತಿದೆ. ಗ್ರಾಮೀಣ ಹೊಣೆಯನ್ನು ಹೊತ್ತು ಮೌಲಿಕ ಶಿಕ್ಷಣ ನೀಡಬೇಕು ಎಂದರು. (498, 1184, 754, 1291)
a4-col4: ಬರದ ತೆರೆದಿರುತ್ತವೆ ಸದೃಢತೆ, ಬದ್ಧತೆ ಅರಿವು ಮೂಡಿಸಬೇಕು. ಅವರ ಶಿಸ್ತು ಹಾಗೂ ಆದರ್ಶಗಳನ್ನು ಅಳವಡಿಸಿಕೊಳ್ಳಬೇಕು ಎಂದರು. ಸಾಹಿತ್ಯ ಬರೆದ ಆಂತರಿಕ ವಿದ್ಯಾಸಂಸ್ಥೆಯ ಸಾಧನೆಯನ್ನು ನೆನಪಿಸಿಕೊಳ್ಳಬೇಕು, ಸಮಾಜದ ಉತ್ತಮ ಪರಂಪರೆಯನ್ನು ಗೌರವಿಸಬೇಕು. ಆ ಮಾತ್ರ ವ್ಯಕ್ತಿಯ ಮಾನವೀಯ ಮೌಲ್ಯಗಳನ್ನು ಬೆಳೆಸಲು ಸಾಧ್ಯ. ಶಾಲಾ ಕಾಲೇಜುಗಳು ಸಂಸ್ಕಾರ ಕೇಂದ್ರಗಳಾಗಿ ಮಾರ್ಗದರ್ಶನ ಕೇಂದ್ರಗಳಾಗಬೇಕು ಎಂದರು. ಕಾರ್ಯಕ್ರಮದಲ್ಲಿ ನಗರಸಭೆ ಅಧ್ಯಕ್ಷೆ ಪೂಜಾ ಪೆದ್ದರಾಜು, ಶಿಕ್ಷಣ ತಜ್ಞರಾದ ಪಿ. ಮಹೇಂದ್ರ, ಕಾಲೇಜು ಅಭಿವೃದ್ಧಿ ಸಮಿತಿಯ ಸದಸ್ಯರು, ಸಿಬ್ಬಂದಿ ವರ್ಗ ಹಾಗೂ ವಿದ್ಯಾರ್ಥಿನಿಯರು ಹಾಜರಿದ್ದರು. (762, 905, 943, 1091)
a5-headline: ಶ್ರೀದೇವಿ ಆಸ್ಪತ್ರೆಯ ವತಿಯಿಂದ 39ನೇ ರಾಷ್ಟ್ರೀಯ ನೇತ್ರದಾನ ಪಾಕ್ಷಿಕ ಬಗ್ಗೆ ಅರಿವು (47, 1536, 998, 1578)
a6-portrait (1314, 1657, 1468, 1868)
